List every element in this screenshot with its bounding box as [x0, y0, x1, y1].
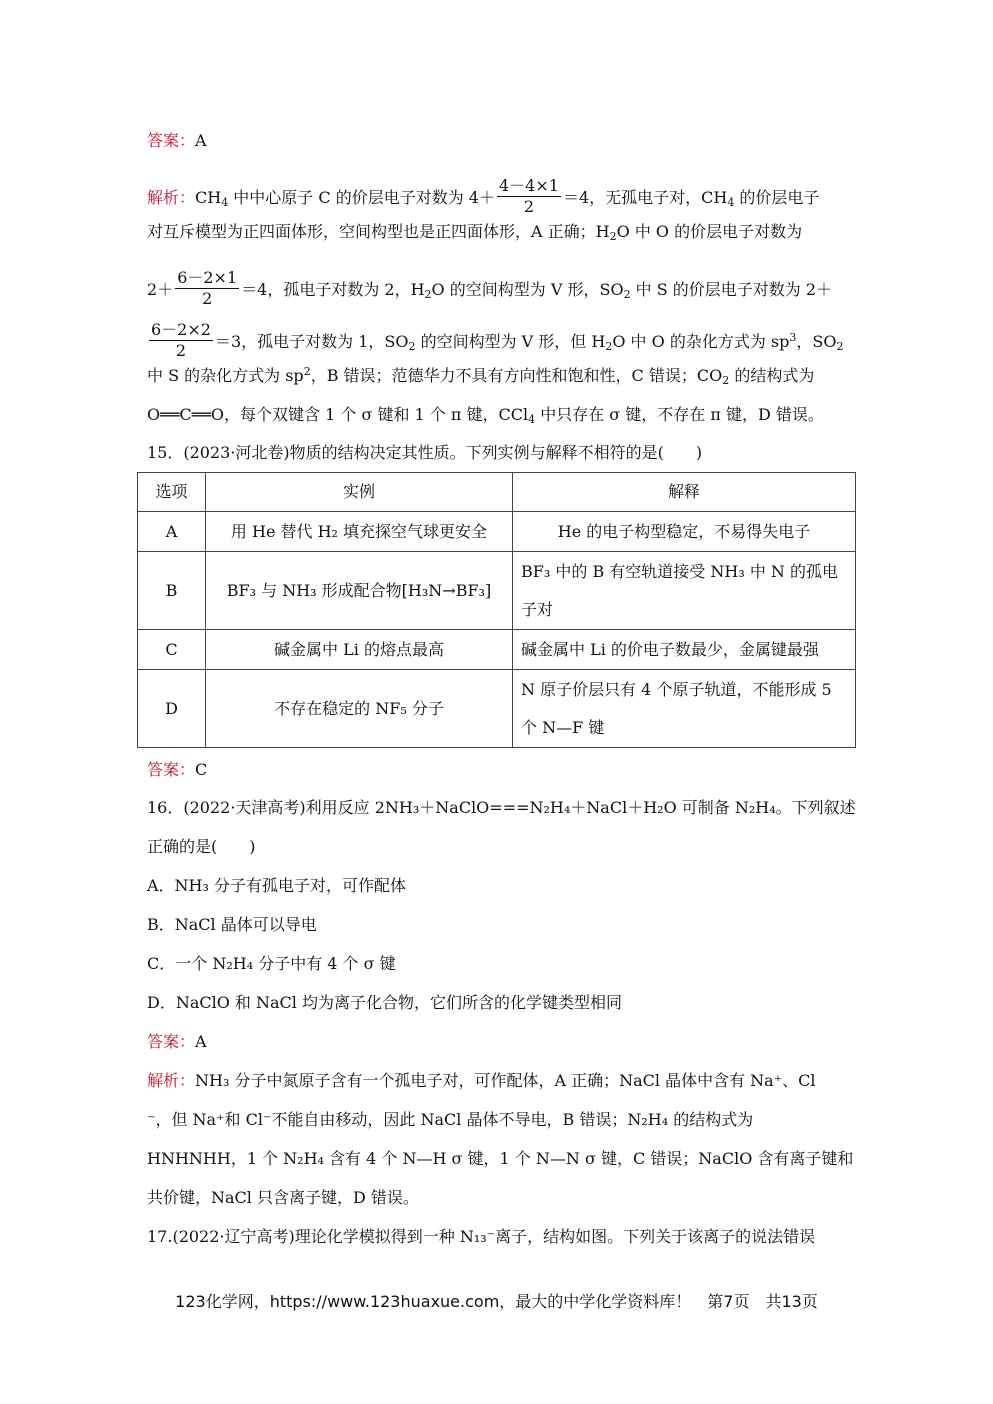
q16-answer [147, 1032, 207, 1052]
table-cell-option: A [138, 512, 206, 552]
q16-stem-line-1: 16．(2022·天津高考)利用反应 2NH₃＋NaClO===N₂H₄＋NaCl＋H₂O 可制备 N₂H₄。下列叙述 [147, 798, 856, 817]
table-header: 实例 [206, 473, 513, 512]
page-footer: 123化学网，https://www.123huaxue.com，最大的中学化学资料库！ 第7页 共13页 [175, 1292, 818, 1311]
table-cell-option: D [138, 670, 206, 748]
fraction: $\frac{4-4\times 1}{2}$ [499, 176, 559, 216]
q17-stem: 17.(2022·辽宁高考)理论化学模拟得到一种 N₁₃⁻离子，结构如图。下列关于该离子的说法错误 [147, 1227, 816, 1246]
q14-analysis-line-1: 解析：$CH_4$ 中中心原子 C 的价层电子对数为 4＋ $\frac{4-4\times 1}{2}$ ＝4，无孤电子对，$CH_4$ 的价层电子 [147, 176, 820, 216]
table-cell-explain: N 原子价层只有 4 个原子轨道，不能形成 5 个 N—F 键 [513, 670, 856, 748]
q14-answer [147, 131, 207, 151]
table-row [138, 630, 856, 670]
table-cell-option: B [138, 552, 206, 630]
q15-answer [147, 760, 207, 780]
q14-analysis-line-2: 对互斥模型为正四面体形，空间构型也是正四面体形，A 正确；$H_2O$ 中 O 的价层电子对数为 [147, 222, 803, 243]
q14-analysis-line-4: $\frac{6-2\times 2}{2}$ ＝3，孤电子对数为 1，$SO_2$ 的空间构型为 V 形，但 $H_2O$ 中 O 的杂化方式为 $sp^3$，$SO_2$ [151, 320, 844, 360]
table-cell-example: 碱金属中 Li 的熔点最高 [206, 630, 513, 670]
table-cell-explain: He 的电子构型稳定，不易得失电子 [513, 512, 856, 552]
table-cell-explain: BF₃ 中的 B 有空轨道接受 NH₃ 中 N 的孤电 子对 [513, 552, 856, 630]
table-row [138, 552, 856, 630]
analysis-label: 解析： [147, 188, 196, 207]
q14-analysis-line-6: O══C══O，每个双键含 1 个 σ 键和 1 个 π 键，CCl$_4$ 中只存在 σ 键，不存在 π 键，D 错误。 [147, 405, 824, 426]
answer-value: A [195, 131, 207, 150]
answer-label: 答案： [147, 760, 196, 779]
answer-label: 答案： [147, 131, 196, 150]
table-cell-example: 用 He 替代 H₂ 填充探空气球更安全 [206, 512, 513, 552]
table-header: 解释 [513, 473, 856, 512]
table-cell-option: C [138, 630, 206, 670]
table-cell-example: BF₃ 与 NH₃ 形成配合物[H₃N→BF₃] [206, 552, 513, 630]
fraction: $\frac{6-2\times 2}{2}$ [151, 320, 211, 360]
fraction: $\frac{6-2\times 1}{2}$ [177, 268, 238, 308]
answer-value: A [195, 1032, 207, 1051]
q16-analysis-line-3: HNHNHH，1 个 N₂H₄ 含有 4 个 N—H σ 键，1 个 N—N σ 键，C 错误；NaClO 含有离子键和 [147, 1149, 854, 1168]
answer-value: C [195, 760, 208, 779]
table-row [138, 670, 856, 748]
answer-label: 答案： [147, 1032, 196, 1051]
table-row [138, 512, 856, 552]
q16-stem-line-2: 正确的是( ) [147, 837, 256, 856]
q16-option-d: D．NaClO 和 NaCl 均为离子化合物，它们所含的化学键类型相同 [147, 993, 623, 1012]
table-header: 选项 [138, 473, 206, 512]
table-cell-explain: 碱金属中 Li 的价电子数最少，金属键最强 [513, 630, 856, 670]
q15-stem: 15．(2023·河北卷)物质的结构决定其性质。下列实例与解释不相符的是( ) [147, 443, 703, 462]
q14-analysis-line-3: 2＋ $\frac{6-2\times 1}{2}$ ＝4，孤电子对数为 2，$H_2O$ 的空间构型为 V 形，$SO_2$ 中 S 的价层电子对数为 2＋ [147, 268, 833, 308]
q16-analysis-line-1: 解析：NH₃ 分子中氮原子含有一个孤电子对，可作配体，A 正确；NaCl 晶体中含有 Na⁺、Cl [147, 1071, 816, 1090]
q16-option-a: A．NH₃ 分子有孤电子对，可作配体 [147, 876, 407, 895]
q16-analysis-line-2: ⁻，但 Na⁺和 Cl⁻不能自由移动，因此 NaCl 晶体不导电，B 错误；N₂H₄ 的结构式为 [147, 1110, 754, 1129]
table-cell-example: 不存在稳定的 NF₅ 分子 [206, 670, 513, 748]
q15-table [137, 472, 856, 748]
q16-option-c: C．一个 N₂H₄ 分子中有 4 个 σ 键 [147, 954, 396, 973]
q16-analysis-line-4: 共价键，NaCl 只含离子键，D 错误。 [147, 1188, 419, 1207]
q16-option-b: B．NaCl 晶体可以导电 [147, 915, 317, 934]
q14-analysis-line-5: 中 S 的杂化方式为 $sp^2$，B 错误；范德华力不具有方向性和饱和性，C 错误；$CO_2$ 的结构式为 [147, 365, 815, 387]
analysis-label: 解析： [147, 1071, 196, 1090]
